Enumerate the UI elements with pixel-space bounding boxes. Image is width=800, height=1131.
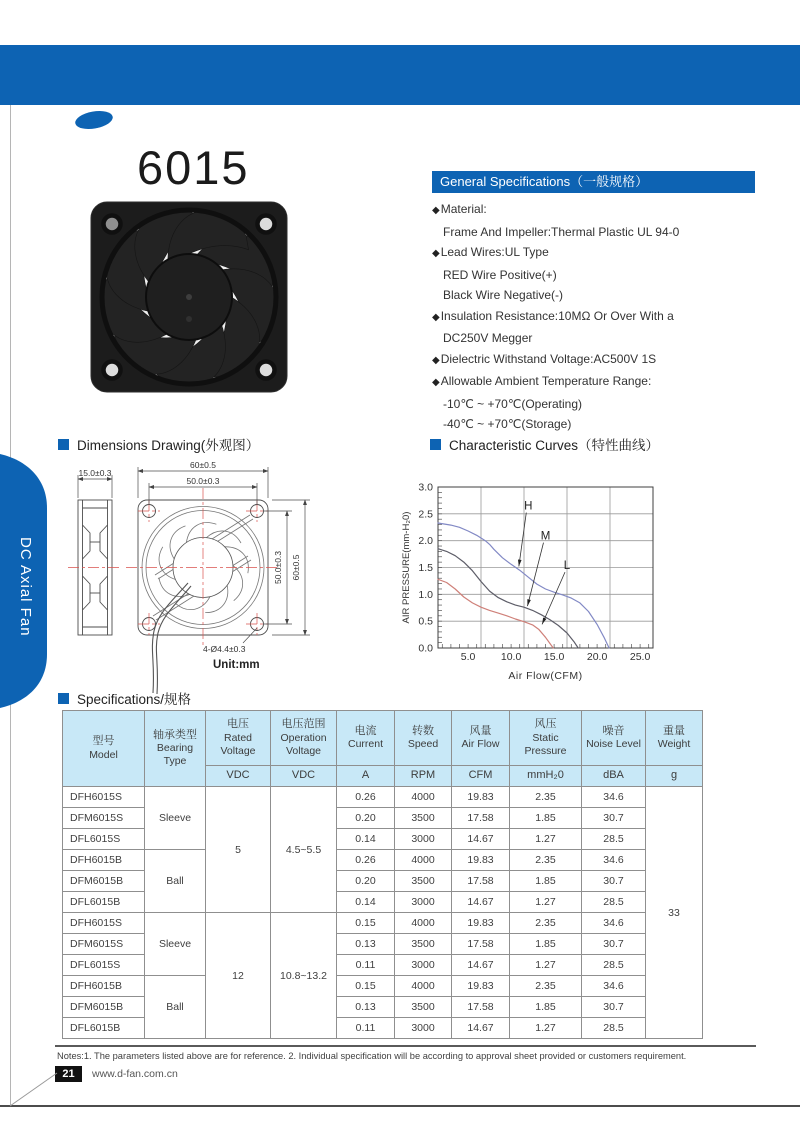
notes-divider bbox=[55, 1045, 756, 1047]
cell-noise: 30.7 bbox=[582, 997, 646, 1018]
spec-table-container bbox=[62, 710, 703, 1039]
cell-current: 0.13 bbox=[337, 934, 395, 955]
cell-current: 0.11 bbox=[337, 955, 395, 976]
svg-text:10.0: 10.0 bbox=[500, 651, 522, 663]
cell-speed: 3000 bbox=[395, 829, 452, 850]
cell-noise: 34.6 bbox=[582, 850, 646, 871]
diamond-bullet-icon: ◆ bbox=[432, 248, 440, 259]
col-unit: VDC bbox=[271, 766, 337, 787]
drawing-unit-label: Unit:mm bbox=[213, 659, 260, 671]
cell-speed: 3000 bbox=[395, 1018, 452, 1039]
product-size: 60x60x15mm bbox=[283, 104, 486, 140]
cell-rated-voltage: 12 bbox=[206, 913, 271, 1039]
cell-current: 0.14 bbox=[337, 892, 395, 913]
product-type: DC Axial Fan bbox=[500, 113, 629, 135]
cell-noise: 34.6 bbox=[582, 976, 646, 997]
table-row bbox=[63, 850, 703, 871]
characteristic-curves-chart bbox=[398, 458, 770, 698]
svg-text:25.0: 25.0 bbox=[629, 651, 651, 663]
cell-bearing: Sleeve bbox=[145, 787, 206, 850]
cell-airflow: 17.58 bbox=[452, 808, 510, 829]
cell-bearing: Ball bbox=[145, 850, 206, 913]
spec-item: DC250V Megger bbox=[443, 331, 533, 345]
brand-name: D-FAN bbox=[128, 102, 228, 137]
cell-pressure: 1.85 bbox=[510, 934, 582, 955]
col-header: 型号 Model bbox=[63, 711, 145, 787]
cell-airflow: 17.58 bbox=[452, 997, 510, 1018]
spec-item: ◆Material: bbox=[432, 202, 487, 216]
spec-item: ◆Dielectric Withstand Voltage:AC500V 1S bbox=[432, 351, 657, 366]
cell-speed: 3500 bbox=[395, 934, 452, 955]
fan-product-photo bbox=[88, 198, 290, 396]
website-link[interactable]: www.d-fan.com.cn bbox=[92, 1068, 178, 1080]
cell-airflow: 19.83 bbox=[452, 913, 510, 934]
spec-item: -40℃ ~ +70℃(Storage) bbox=[443, 417, 572, 431]
cell-model: DFM6015S bbox=[63, 808, 145, 829]
svg-text:AIR PRESSURE(mm-H₂0): AIR PRESSURE(mm-H₂0) bbox=[401, 511, 412, 624]
cell-speed: 4000 bbox=[395, 787, 452, 808]
cell-noise: 28.5 bbox=[582, 892, 646, 913]
diamond-bullet-icon: ◆ bbox=[432, 311, 440, 323]
curves-section-label: Characteristic Curves（特性曲线） bbox=[449, 438, 660, 453]
cell-pressure: 1.27 bbox=[510, 892, 582, 913]
general-specs-list bbox=[432, 199, 767, 435]
cell-pressure: 1.27 bbox=[510, 955, 582, 976]
col-unit: mmH₂0 bbox=[510, 766, 582, 787]
svg-text:1.5: 1.5 bbox=[418, 562, 433, 574]
col-header: 电流 Current bbox=[337, 711, 395, 766]
cell-model: DFL6015S bbox=[63, 829, 145, 850]
cell-model: DFH6015B bbox=[63, 850, 145, 871]
brand-logo bbox=[58, 101, 228, 139]
col-header: 重量 Weight bbox=[646, 711, 703, 766]
blue-square-icon bbox=[58, 439, 69, 450]
cell-noise: 34.6 bbox=[582, 913, 646, 934]
cell-speed: 3000 bbox=[395, 892, 452, 913]
cell-model: DFH6015S bbox=[63, 913, 145, 934]
col-unit: A bbox=[337, 766, 395, 787]
dim-side-width: 15.0±0.3 bbox=[78, 468, 112, 478]
cell-pressure: 1.27 bbox=[510, 1018, 582, 1039]
page-bottom-line bbox=[0, 1105, 800, 1107]
cell-pressure: 2.35 bbox=[510, 913, 582, 934]
page-number-badge: 21 bbox=[55, 1066, 82, 1082]
col-header: 风压 Static Pressure bbox=[510, 711, 582, 766]
cell-model: DFH6015B bbox=[63, 976, 145, 997]
cell-model: DFL6015S bbox=[63, 955, 145, 976]
corner-diagonal-line bbox=[8, 1062, 62, 1108]
cell-model: DFM6015S bbox=[63, 934, 145, 955]
cell-noise: 30.7 bbox=[582, 871, 646, 892]
dim-hole-pitch-v: 50.0±0.3 bbox=[273, 550, 283, 585]
spec-item: Black Wire Negative(-) bbox=[443, 288, 564, 302]
table-row bbox=[63, 976, 703, 997]
dim-hole-pitch-h: 50.0±0.3 bbox=[186, 476, 220, 486]
col-unit: g bbox=[646, 766, 703, 787]
dimensions-drawing bbox=[60, 455, 400, 700]
cell-noise: 28.5 bbox=[582, 829, 646, 850]
spec-item: ◆Insulation Resistance:10MΩ Or Over With a bbox=[432, 308, 674, 323]
cell-bearing: Sleeve bbox=[145, 913, 206, 976]
cell-operation-voltage: 4.5~5.5 bbox=[271, 787, 337, 913]
specs-section-title bbox=[58, 688, 191, 708]
cell-pressure: 2.35 bbox=[510, 976, 582, 997]
cell-pressure: 1.85 bbox=[510, 997, 582, 1018]
cell-noise: 34.6 bbox=[582, 787, 646, 808]
cell-model: DFM6015B bbox=[63, 997, 145, 1018]
cell-airflow: 14.67 bbox=[452, 892, 510, 913]
curves-section-title bbox=[430, 434, 659, 454]
cell-airflow: 17.58 bbox=[452, 871, 510, 892]
cell-weight: 33 bbox=[646, 787, 703, 1039]
svg-text:H: H bbox=[524, 500, 533, 513]
cell-model: DFM6015B bbox=[63, 871, 145, 892]
specs-section-label: Specifications/规格 bbox=[77, 692, 192, 707]
cell-speed: 4000 bbox=[395, 850, 452, 871]
cell-current: 0.15 bbox=[337, 976, 395, 997]
cell-model: DFL6015B bbox=[63, 1018, 145, 1039]
svg-text:2.0: 2.0 bbox=[418, 535, 433, 548]
cell-current: 0.20 bbox=[337, 871, 395, 892]
cell-airflow: 14.67 bbox=[452, 829, 510, 850]
cell-pressure: 1.85 bbox=[510, 808, 582, 829]
cell-current: 0.11 bbox=[337, 1018, 395, 1039]
blue-square-icon bbox=[430, 439, 441, 450]
spec-item: -10℃ ~ +70℃(Operating) bbox=[443, 396, 583, 411]
svg-text:1.0: 1.0 bbox=[418, 588, 433, 601]
cell-airflow: 14.67 bbox=[452, 1018, 510, 1039]
svg-text:20.0: 20.0 bbox=[586, 651, 608, 663]
cell-speed: 3500 bbox=[395, 808, 452, 829]
cell-airflow: 19.83 bbox=[452, 787, 510, 808]
cell-noise: 28.5 bbox=[582, 1018, 646, 1039]
col-header: 转数 Speed bbox=[395, 711, 452, 766]
cell-noise: 28.5 bbox=[582, 955, 646, 976]
col-header: 轴承类型 Bearing Type bbox=[145, 711, 206, 787]
col-header: 噪音 Noise Level bbox=[582, 711, 646, 766]
cell-pressure: 1.27 bbox=[510, 829, 582, 850]
cell-speed: 3000 bbox=[395, 955, 452, 976]
dimensions-section-label: Dimensions Drawing(外观图） bbox=[77, 438, 260, 453]
notes-text: Notes:1. The parameters listed above are for reference. 2. Individual specification will be according to approval sheet provided or customers requirement. bbox=[57, 1051, 687, 1061]
cell-speed: 3500 bbox=[395, 871, 452, 892]
cell-airflow: 19.83 bbox=[452, 850, 510, 871]
col-unit: RPM bbox=[395, 766, 452, 787]
cell-model: DFL6015B bbox=[63, 892, 145, 913]
spec-item: ◆Lead Wires:UL Type bbox=[432, 245, 549, 259]
svg-text:Air Flow(CFM): Air Flow(CFM) bbox=[508, 670, 583, 682]
spec-table-body bbox=[63, 787, 703, 1039]
cell-speed: 4000 bbox=[395, 913, 452, 934]
cell-current: 0.26 bbox=[337, 787, 395, 808]
dim-frame-height: 60±0.5 bbox=[291, 554, 301, 581]
header-bar bbox=[0, 45, 800, 140]
table-row bbox=[63, 787, 703, 808]
cell-current: 0.14 bbox=[337, 829, 395, 850]
spec-item: RED Wire Positive(+) bbox=[443, 267, 557, 282]
cell-noise: 30.7 bbox=[582, 808, 646, 829]
spec-table-head bbox=[63, 711, 703, 787]
svg-text:3.0: 3.0 bbox=[418, 481, 433, 494]
svg-text:5.0: 5.0 bbox=[460, 651, 476, 663]
svg-text:0.5: 0.5 bbox=[418, 615, 433, 628]
svg-text:2.5: 2.5 bbox=[418, 508, 433, 521]
sidebar-tab-label: DC Axial Fan bbox=[17, 537, 34, 637]
cell-airflow: 14.67 bbox=[452, 955, 510, 976]
diamond-bullet-icon: ◆ bbox=[432, 354, 440, 366]
cell-model: DFH6015S bbox=[63, 787, 145, 808]
col-unit: dBA bbox=[582, 766, 646, 787]
cell-airflow: 17.58 bbox=[452, 934, 510, 955]
col-header: 电压 Rated Voltage bbox=[206, 711, 271, 766]
blue-square-icon bbox=[58, 693, 69, 704]
col-unit: VDC bbox=[206, 766, 271, 787]
cell-operation-voltage: 10.8~13.2 bbox=[271, 913, 337, 1039]
dimensions-section-title bbox=[58, 434, 259, 454]
svg-text:M: M bbox=[540, 530, 551, 543]
dim-frame-width: 60±0.5 bbox=[190, 460, 216, 470]
dfan-swoosh-icon bbox=[58, 101, 122, 139]
cell-current: 0.20 bbox=[337, 808, 395, 829]
cell-pressure: 2.35 bbox=[510, 850, 582, 871]
cell-pressure: 1.85 bbox=[510, 871, 582, 892]
cell-bearing: Ball bbox=[145, 976, 206, 1039]
col-header: 电压范围 Operation Voltage bbox=[271, 711, 337, 766]
cell-speed: 3500 bbox=[395, 997, 452, 1018]
cell-noise: 30.7 bbox=[582, 934, 646, 955]
general-specs-header: General Specifications（一般规格） bbox=[432, 171, 755, 193]
col-header: 风量 Air Flow bbox=[452, 711, 510, 766]
spec-item: Frame And Impeller:Thermal Plastic UL 94-0 bbox=[443, 224, 680, 239]
cell-current: 0.13 bbox=[337, 997, 395, 1018]
svg-text:15.0: 15.0 bbox=[543, 651, 565, 663]
svg-text:0.0: 0.0 bbox=[418, 642, 433, 655]
cell-airflow: 19.83 bbox=[452, 976, 510, 997]
spec-table bbox=[62, 710, 703, 1039]
spec-item: ◆Allowable Ambient Temperature Range: bbox=[432, 374, 652, 388]
svg-text:L: L bbox=[563, 560, 571, 573]
col-unit: CFM bbox=[452, 766, 510, 787]
diamond-bullet-icon: ◆ bbox=[432, 205, 440, 216]
model-number-title: 6015 bbox=[137, 141, 250, 194]
cell-rated-voltage: 5 bbox=[206, 787, 271, 913]
cell-pressure: 2.35 bbox=[510, 787, 582, 808]
diamond-bullet-icon: ◆ bbox=[432, 377, 440, 388]
table-row bbox=[63, 913, 703, 934]
dim-holes: 4-Ø4.4±0.3 bbox=[203, 644, 246, 654]
cell-current: 0.15 bbox=[337, 913, 395, 934]
cell-speed: 4000 bbox=[395, 976, 452, 997]
sidebar-tab bbox=[0, 442, 50, 718]
cell-current: 0.26 bbox=[337, 850, 395, 871]
